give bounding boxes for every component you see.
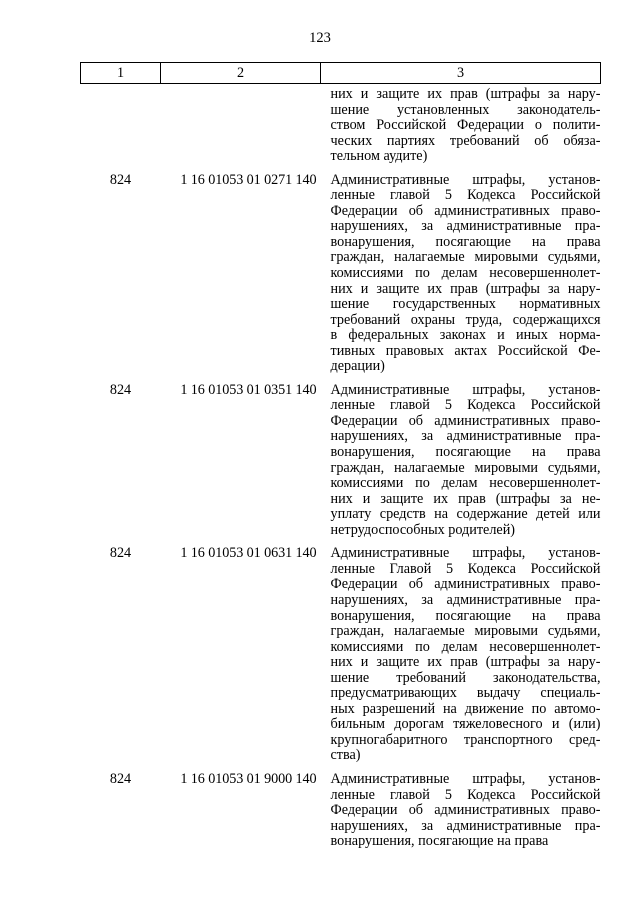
table-row — [81, 764, 601, 850]
empty-cell — [161, 84, 321, 165]
table-body — [81, 84, 601, 850]
budget-code-cell: 1 16 01053 01 0271 140 — [180, 171, 317, 188]
description-line: них и защите их прав (штрафы за не- — [330, 490, 601, 507]
description-line: Федерации об административных право- — [330, 202, 601, 219]
description-line: требований охраны труда, содержащихся — [330, 311, 601, 328]
description-cell — [321, 165, 601, 375]
description-line: в федеральных законах и иных норма- — [330, 327, 601, 344]
empty-cell — [81, 84, 161, 165]
column-header-3: 3 — [321, 63, 601, 84]
description-line: нарушениях, за административные пра- — [330, 591, 601, 608]
description-line: Федерации об административных право- — [330, 576, 601, 593]
admin-code-cell: 824 — [109, 545, 132, 562]
description-line: ством Российской Федерации о полити- — [330, 117, 601, 134]
description-line: вонарушения, посягающие на права — [330, 444, 601, 461]
admin-code-cell: 824 — [109, 770, 132, 787]
description-line: крупногабаритного транспортного сред- — [330, 731, 601, 748]
description-line: ных разрешений на движение по автомо- — [330, 700, 601, 717]
description-line: Административные штрафы, установ- — [330, 171, 601, 188]
description-line: ческих партиях требований об обяза- — [330, 132, 601, 149]
column-header-1: 1 — [81, 63, 161, 84]
description-line: предусматривающих выдачу специаль- — [330, 685, 601, 702]
description-line: нетрудоспособных родителей) — [330, 521, 516, 538]
description-line: шение государственных нормативных — [330, 296, 601, 313]
revenue-codes-table — [80, 62, 601, 850]
description-line: Административные штрафы, установ- — [330, 545, 601, 562]
description-line: Административные штрафы, установ- — [330, 381, 601, 398]
page-number: 123 — [309, 30, 331, 46]
description-line: нарушениях, за административные пра- — [330, 817, 601, 834]
description-line: комиссиями по делам несовершеннолет- — [330, 265, 601, 282]
budget-code-cell: 1 16 01053 01 0351 140 — [180, 381, 317, 398]
table-row — [81, 165, 601, 375]
admin-code-cell: 824 — [109, 381, 132, 398]
description-line: Административные штрафы, установ- — [330, 770, 601, 787]
description-line: Федерации об административных право- — [330, 802, 601, 819]
description-cell — [321, 375, 601, 538]
description-cell — [321, 84, 601, 165]
description-cell — [321, 764, 601, 850]
description-line: тивных правовых актах Российской Фе- — [330, 342, 601, 359]
description-line: ленные главой 5 Кодекса Российской — [330, 786, 601, 803]
description-line: вонарушения, посягающие на права — [330, 833, 549, 850]
description-line: них и защите их прав (штрафы за нару- — [330, 654, 601, 671]
description-line: шение требований законодательства, — [330, 669, 601, 686]
admin-code-cell: 824 — [109, 171, 132, 188]
description-line: уплату средств на содержание детей или — [330, 506, 601, 523]
description-line: граждан, налагаемые мировыми судьями, — [330, 459, 601, 476]
description-line: шение установленных законодатель- — [330, 101, 601, 118]
description-line: комиссиями по делам несовершеннолет- — [330, 475, 601, 492]
table-row — [81, 538, 601, 764]
description-line: граждан, налагаемые мировыми судьями, — [330, 249, 601, 266]
table-header-row — [81, 63, 601, 84]
description-line: комиссиями по делам несовершеннолет- — [330, 638, 601, 655]
continuation-row — [81, 84, 601, 165]
description-line: ства) — [330, 747, 361, 764]
description-line: тельном аудите) — [330, 148, 428, 165]
description-line: нарушениях, за административные пра- — [330, 218, 601, 235]
budget-code-cell: 1 16 01053 01 9000 140 — [180, 770, 317, 787]
budget-code-cell: 1 16 01053 01 0631 140 — [180, 545, 317, 562]
description-line: Федерации об административных право- — [330, 412, 601, 429]
description-line: ленные главой 5 Кодекса Российской — [330, 397, 601, 414]
description-line: них и защите их прав (штрафы за нару- — [330, 280, 601, 297]
description-line: бильным дорогам тяжеловесного и (или) — [330, 716, 601, 733]
column-header-2: 2 — [161, 63, 321, 84]
description-line: вонарушения, посягающие на права — [330, 233, 601, 250]
table-row — [81, 375, 601, 538]
description-line: нарушениях, за административные пра- — [330, 428, 601, 445]
description-line: дерации) — [330, 358, 385, 375]
description-line: ленные главой 5 Кодекса Российской — [330, 187, 601, 204]
description-line: граждан, налагаемые мировыми судьями, — [330, 623, 601, 640]
description-line: вонарушения, посягающие на права — [330, 607, 601, 624]
description-line: ленные Главой 5 Кодекса Российской — [330, 560, 601, 577]
description-cell — [321, 538, 601, 764]
description-line: них и защите их прав (штрафы за нару- — [330, 86, 601, 102]
